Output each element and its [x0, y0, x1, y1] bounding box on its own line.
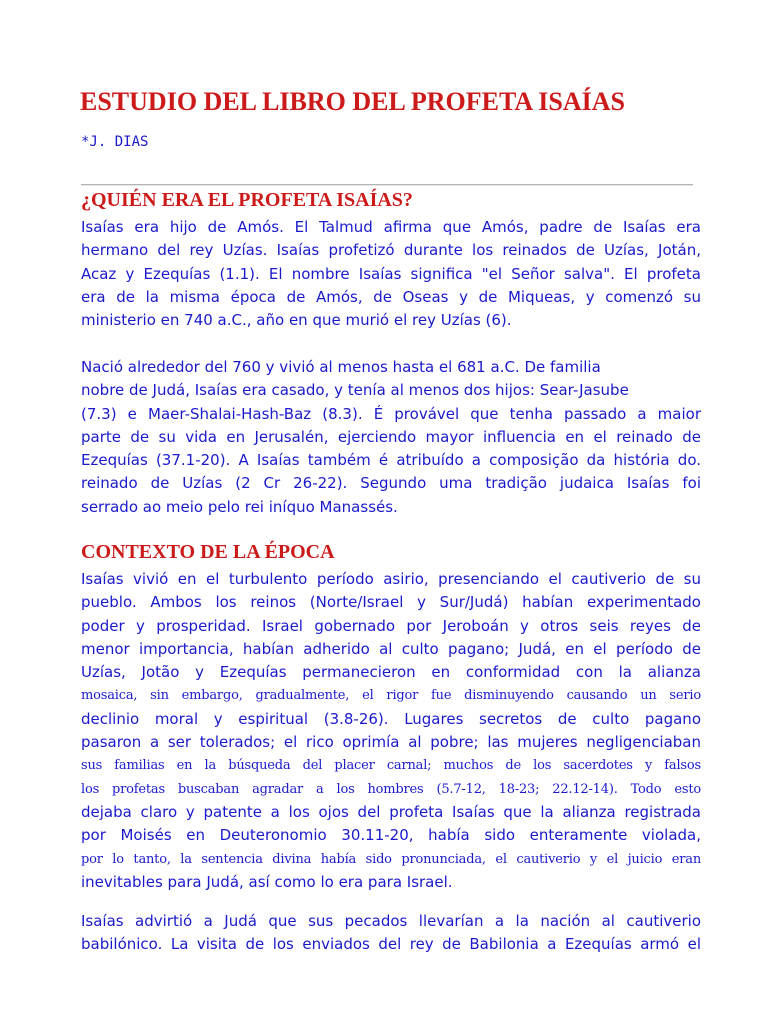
paragraph-babylonian-warning [81, 910, 701, 957]
document-title: ESTUDIO DEL LIBRO DEL PROFETA ISAÍAS [80, 87, 625, 116]
text-line: (7.3) e Maer-Shalai-Hash-Baz (8.3). É provável que tenha passado a maior [81, 404, 701, 423]
text-line: parte de su vida en Jerusalén, ejerciendo mayor influencia en el reinado de [81, 427, 701, 446]
paragraph-historical-context [81, 568, 701, 894]
text-line: Nació alrededor del 760 y vivió al menos hasta el 681 a.C. De familia [81, 358, 601, 376]
text-line: por Moisés en Deuteronomio 30.11-20, había sido enteramente violada, [81, 826, 701, 845]
text-line: por lo tanto, la sentencia divina había sido pronunciada, el cautiverio y el juicio eran [81, 851, 701, 867]
author-line: *J. DIAS [81, 134, 149, 150]
section-heading-context: CONTEXTO DE LA ÉPOCA [81, 541, 335, 563]
text-line: mosaica, sin embargo, gradualmente, el rigor fue disminuyendo causando un serio [81, 688, 701, 704]
text-line: Uzías, Jotão y Ezequías permanecieron en conformidad con la alianza [81, 663, 701, 682]
text-line: reinado de Uzías (2 Cr 26-22). Segundo uma tradição judaica Isaías foi [81, 474, 701, 493]
text-line: nobre de Judá, Isaías era casado, y tenía al menos dos hijos: Sear-Jasube [81, 381, 629, 400]
text-line: poder y prosperidad. Israel gobernado por Jeroboán y otros seis reyes de [81, 616, 701, 635]
text-line: Isaías advirtió a Judá que sus pecados llevarían a la nación al cautiverio [81, 912, 701, 930]
text-line: pasaron a ser tolerados; el rico oprimía al pobre; las mujeres negligenciaban [81, 733, 701, 752]
text-line: Acaz y Ezequías (1.1). El nombre Isaías significa "el Señor salva". El profeta [81, 264, 701, 283]
text-line: serrado ao meio pelo rei iníquo Manassés. [81, 497, 398, 516]
text-line: Isaías era hijo de Amós. El Talmud afirma que Amós, padre de Isaías era [81, 218, 701, 236]
paragraph-isaiah-life [81, 356, 701, 519]
text-line: era de la misma época de Amós, de Oseas y de Miqueas, y comenzó su [81, 287, 701, 306]
text-line: Ezequías (37.1-20). A Isaías também é atribuído a composição da história do. [81, 451, 701, 470]
text-line: sus familias en la búsqueda del placer carnal; muchos de los sacerdotes y falsos [81, 758, 701, 774]
text-line: dejaba claro y patente a los ojos del profeta Isaías que la alianza registrada [81, 802, 701, 821]
text-line: ministerio en 740 a.C., año en que murió el rey Uzías (6). [81, 311, 512, 330]
text-line: hermano del rey Uzías. Isaías profetizó durante los reinados de Uzías, Jotán, [81, 241, 701, 260]
text-line: pueblo. Ambos los reinos (Norte/Israel y Sur/Judá) habían experimentado [81, 593, 701, 612]
text-line: babilónico. La visita de los enviados del rey de Babilonia a Ezequías armó el [81, 935, 701, 954]
section-heading-who-was-isaiah: ¿QUIÉN ERA EL PROFETA ISAÍAS? [81, 189, 413, 211]
text-line: menor importancia, habían adherido al culto pagano; Judá, en el período de [81, 639, 701, 658]
text-line: los profetas buscaban agradar a los hombres (5.7-12, 18-23; 22.12-14). Todo esto [81, 781, 701, 797]
text-line: inevitables para Judá, así como lo era para Israel. [81, 872, 453, 891]
text-line: declinio moral y espiritual (3.8-26). Lugares secretos de culto pagano [81, 709, 701, 728]
paragraph-isaiah-origin [81, 216, 701, 332]
text-line: Isaías vivió en el turbulento período asirio, presenciando el cautiverio de su [81, 570, 701, 588]
